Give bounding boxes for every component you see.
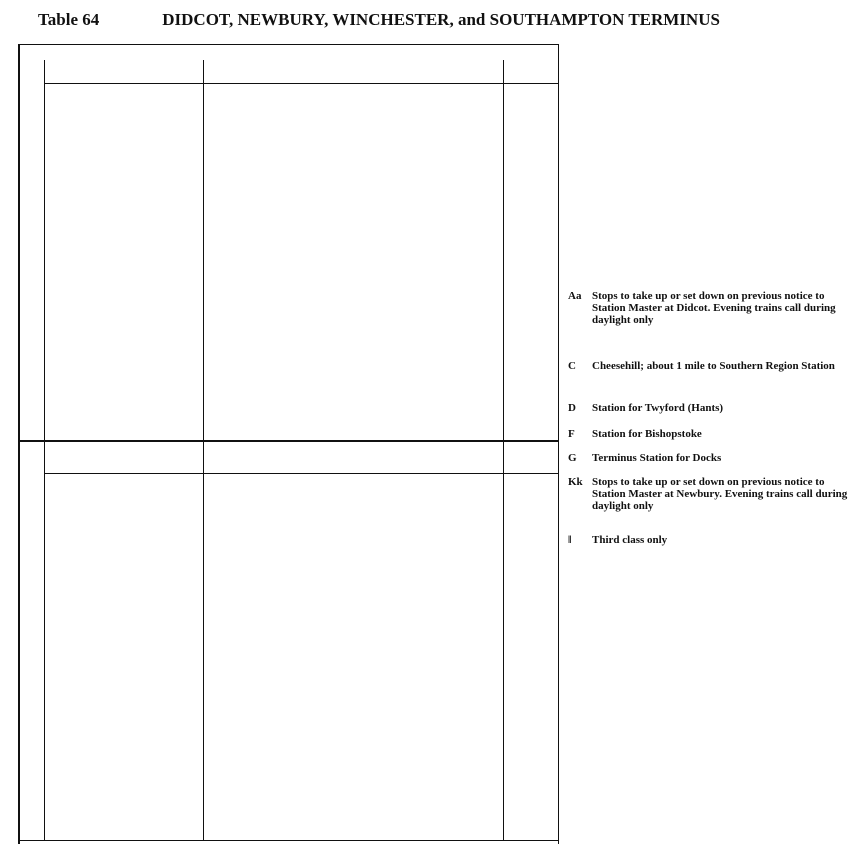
table-title [38, 10, 838, 36]
header-rule [44, 473, 558, 474]
section-rule [18, 440, 558, 442]
footnote-text: Station for Twyford (Hants) [592, 402, 724, 414]
footnote-key: Aa [568, 290, 582, 302]
footnote-key: G [568, 452, 577, 464]
footnote-key: D [568, 402, 576, 414]
footnote-key: F [568, 428, 575, 440]
station-divider [203, 60, 204, 840]
miles-divider [44, 60, 45, 840]
top-rule [18, 44, 558, 45]
route-title: DIDCOT, NEWBURY, WINCHESTER, and SOUTHAMPTON TERMINUS [162, 10, 720, 29]
header-rule [44, 83, 558, 84]
footnote-key: C [568, 360, 576, 372]
frame-left [18, 44, 20, 844]
footnote-text: Station for Bishopstoke [592, 428, 702, 440]
bottom-rule [18, 840, 558, 841]
footnote-text: Cheesehill; about 1 mile to Southern Region Station [592, 360, 835, 372]
footnote-text: Third class only [592, 534, 668, 546]
table-number: Table 64 [38, 10, 100, 29]
footnote-text: Terminus Station for Docks [592, 452, 722, 464]
footnote-text: Stops to take up or set down on previous notice to Station Master at Newbury. Evening trains call during daylight only [592, 476, 848, 512]
footnote-text: Stops to take up or set down on previous notice to Station Master at Didcot. Evening trains call during daylight only [592, 290, 836, 326]
footnote-key: Kk [568, 476, 583, 488]
footnote-key: ‖ [568, 534, 572, 546]
suns-divider [503, 60, 504, 840]
frame-right [558, 44, 559, 844]
